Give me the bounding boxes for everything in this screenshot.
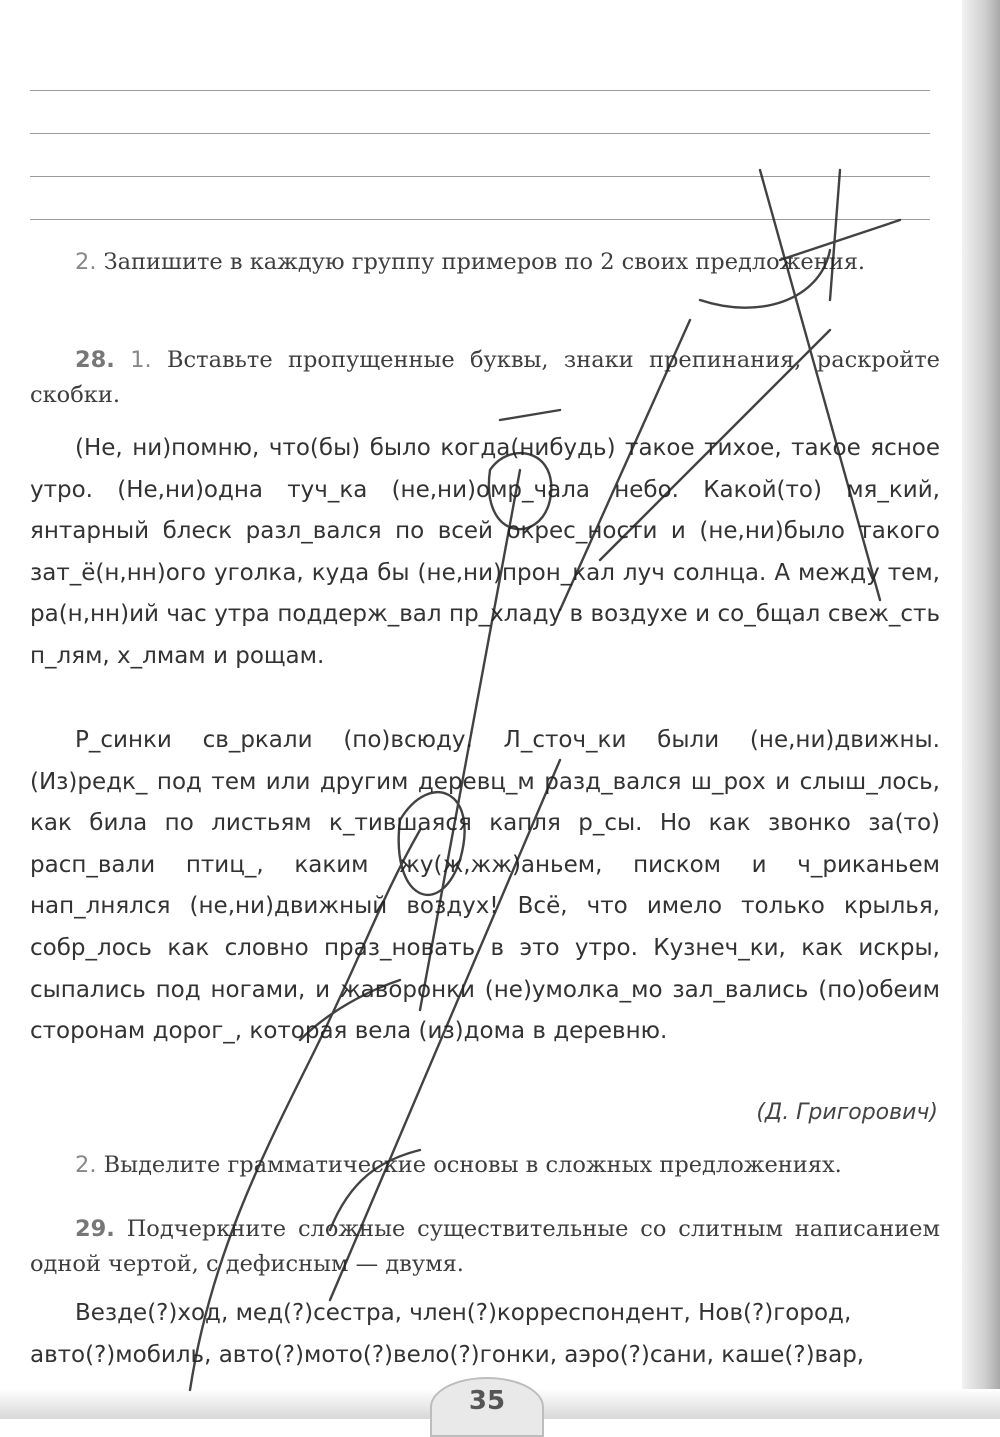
writing-lines: [30, 48, 930, 220]
exercise-number: 28.: [75, 347, 115, 373]
task-number: 2.: [75, 249, 97, 275]
exercise-28-heading: [30, 343, 940, 413]
exercise-instruction: Вставьте пропущенные буквы, знаки препинания, раскройте скобки.: [30, 347, 940, 408]
task-text: Запишите в каждую группу примеров по 2 своих предложения.: [103, 249, 866, 275]
exercise-28-paragraph-2: Р_синки св_ркали (по)всюду. Л_сточ_ки были (не,ни)движны. (Из)редк_ под тем или другим деревц_м разд_вался ш_рох и слыш_лось, как била по листьям к_тившаяся капля р_сы. Но как звонко за(то) расп_вали птиц_, каким жу(ж,жж)аньем, писком и ч_риканьем нап_лнялся (не,ни)движный воздух! Всё, что имело только крылья, собр_лось как словно праз_новать в это утро. Кузнеч_ки, как искры, сыпались под ногами, и жаворонки (не)умолка_мо зал_вались (по)обеим сторонам дорог_, которая вела (из)дома в деревню.: [30, 727, 940, 1045]
task-number: 2.: [75, 1152, 97, 1178]
writing-line: [30, 177, 930, 220]
exercise-28-task-2: [30, 1148, 940, 1183]
page-edge-shadow: [962, 0, 1000, 1419]
page-number: 35: [430, 1377, 544, 1437]
exercise-29-words: Везде(?)ход, мед(?)сестра, член(?)корреспондент, Нов(?)город, авто(?)мобиль, авто(?)мото(?)вело(?)гонки, аэро(?)сани, каше(?)вар,: [30, 1300, 865, 1368]
task-2-top: [30, 245, 940, 280]
writing-line: [30, 48, 930, 91]
exercise-29-heading: [30, 1212, 940, 1282]
sub-task-number: 1.: [130, 347, 152, 373]
exercise-28-paragraph-1: (Не, ни)помню, что(бы) было когда(нибудь) такое тихое, такое ясное утро. (Не,ни)одна туч_ка (не,ни)омр_чала небо. Какой(то) мя_кий, янтарный блеск разл_вался по всей окрес_ности и (не,ни)было такого зат_ё(н,нн)ого уголка, куда бы (не,ни)прон_кал луч солнца. А между тем, ра(н,нн)ий час утра поддерж_вал пр_хладу в воздухе и со_бщал свеж_сть п_лям, х_лмам и рощам.: [30, 435, 940, 669]
writing-line: [30, 91, 930, 134]
task-text: Выделите грамматические основы в сложных предложениях.: [103, 1152, 842, 1178]
exercise-instruction: Подчеркните сложные существительные со слитным написанием одной чертой, с дефисным — двумя.: [30, 1216, 941, 1277]
author-credit: (Д. Григорович): [756, 1100, 938, 1125]
writing-line: [30, 134, 930, 177]
exercise-number: 29.: [75, 1216, 115, 1242]
